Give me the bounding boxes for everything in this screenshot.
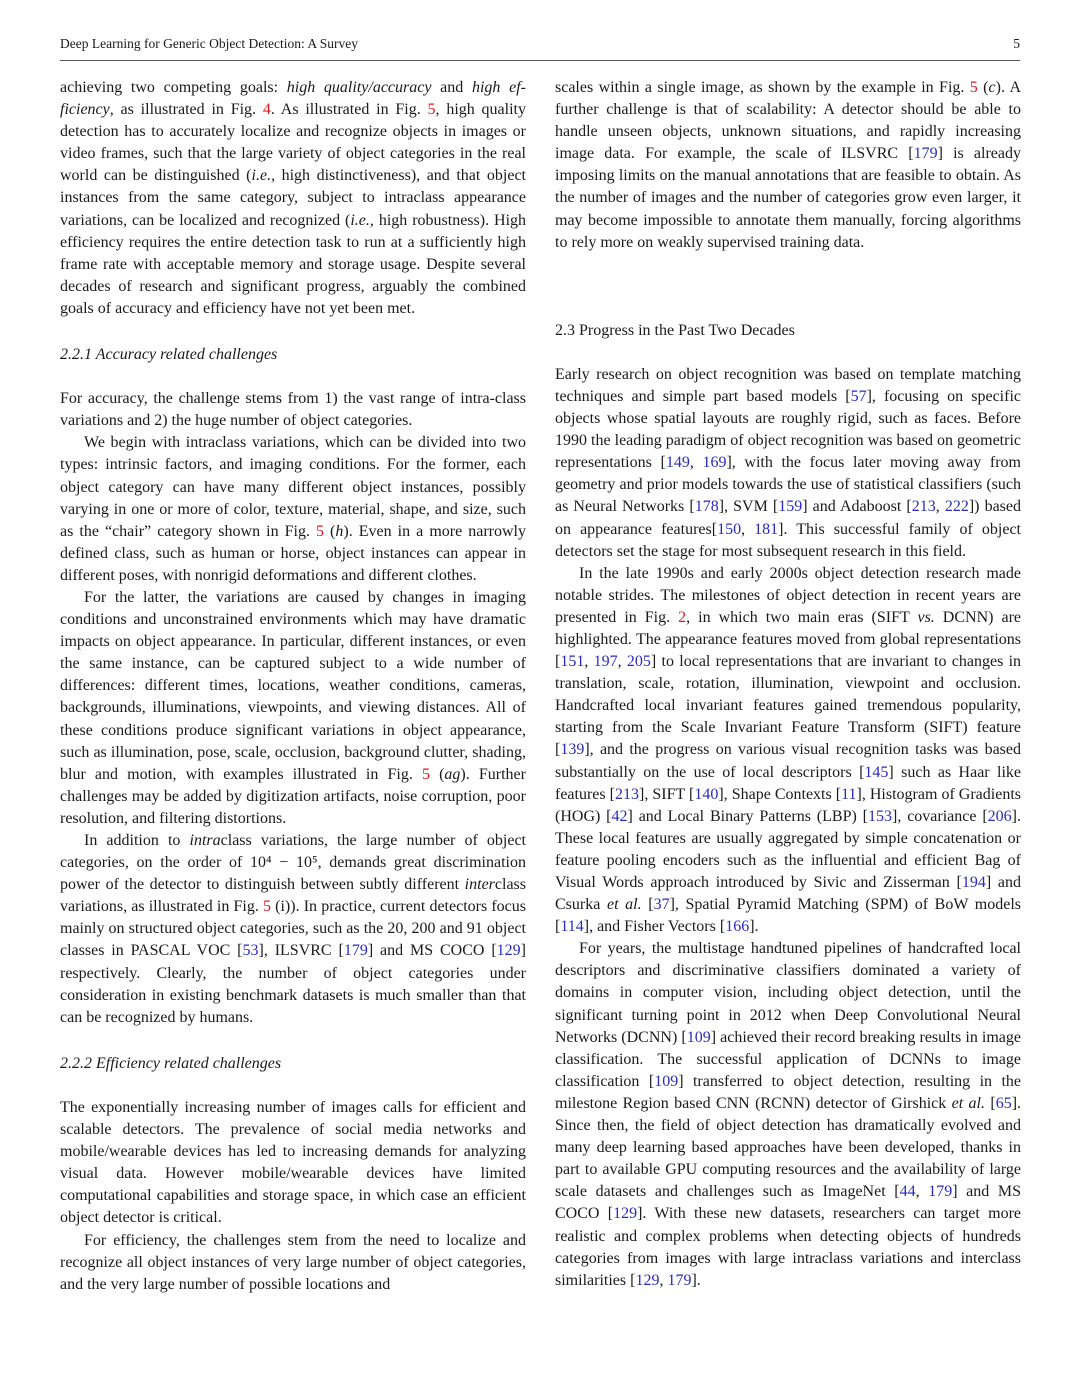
body-text: , in which two main eras (SIFT bbox=[686, 608, 918, 626]
paragraph bbox=[60, 830, 526, 1029]
body-text: ], ILSVRC [ bbox=[258, 942, 344, 960]
body-text: , bbox=[659, 1271, 668, 1289]
figure-link[interactable]: 5 bbox=[262, 898, 271, 916]
subsection-heading-efficiency: 2.2.2 Efficiency related challenges bbox=[60, 1054, 282, 1072]
body-text: ( bbox=[977, 79, 989, 96]
body-text: ], with the focus later moving away from geometry and prior models towards the use of statistical classifiers (such as Neural Networks [ bbox=[555, 454, 1022, 516]
paragraph bbox=[555, 364, 1021, 563]
emphasis-text: i.e., bbox=[251, 167, 276, 185]
body-text: For accuracy, the challenge stems from 1) the vast range of intra-class variations and 2) the huge number of object categories. bbox=[60, 390, 526, 430]
body-text: ] and Local Binary Patterns (LBP) [ bbox=[627, 807, 868, 825]
body-text: , bbox=[915, 1183, 929, 1201]
paragraph bbox=[555, 563, 1021, 939]
body-text: ]. bbox=[691, 1271, 701, 1289]
citation-link[interactable]: 129 bbox=[635, 1271, 660, 1289]
figure-link[interactable]: 5 bbox=[969, 79, 978, 96]
body-text: ]. Since then, the field of object detection has dramatically evolved and many deep learning based approaches have been developed, thanks in part to available GPU computing resources and the availability of large scale datasets and challenges such as ImageNet [ bbox=[555, 1094, 1022, 1201]
citation-link[interactable]: 153 bbox=[868, 807, 892, 825]
citation-link[interactable]: 151 bbox=[560, 653, 585, 671]
citation-link[interactable]: 140 bbox=[694, 785, 719, 803]
emphasis-text: c bbox=[988, 79, 996, 96]
citation-link[interactable]: 179 bbox=[928, 1183, 953, 1201]
body-text: , high quality detection has to accurately localize and recognize objects in images or video frames, such that the large variety of object categories in the real world can be distinguished ( bbox=[60, 101, 526, 185]
body-text: For years, the multistage handtuned pipelines of handcrafted local descriptors and discriminative classifiers dominated a variety of domains in computer vision, including object detection, until the significant turning point in 2012 when Deep Convolutional Neural Networks (DCNN) [ bbox=[555, 940, 1021, 1046]
body-text: ], focusing on specific objects whose spatial layouts are roughly rigid, such as faces. Before 1990 the leading paradigm of object recognition was based on geometric representations [ bbox=[555, 387, 1021, 472]
citation-link[interactable]: 109 bbox=[654, 1072, 679, 1090]
body-text: ] respectively. Clearly, the number of object categories under consideration in existing benchmark datasets is much smaller than that can be recognized by humans. bbox=[60, 942, 526, 1026]
body-text: ], Histogram of Gradients (HOG) [ bbox=[555, 785, 1022, 825]
citation-link[interactable]: 179 bbox=[343, 942, 368, 960]
body-text: ] achieved their record breaking results in image classification. The successful application of DCNNs to image classification [ bbox=[555, 1028, 1021, 1090]
body-text: , bbox=[617, 653, 627, 671]
body-text: ], and the progress on various visual recognition tasks was based substantially on the use of local descriptors [ bbox=[555, 741, 1021, 781]
body-text: ( bbox=[429, 765, 445, 783]
emphasis-text: h bbox=[335, 522, 344, 540]
emphasis-text: ag bbox=[444, 765, 461, 783]
body-text: ]) based on appearance features[ bbox=[555, 498, 1022, 538]
citation-link[interactable]: 206 bbox=[987, 807, 1012, 825]
body-text: and bbox=[431, 79, 472, 96]
citation-link[interactable]: 129 bbox=[496, 942, 521, 960]
right-column bbox=[555, 77, 1021, 1292]
body-text: ], covariance [ bbox=[892, 807, 988, 825]
citation-link[interactable]: 181 bbox=[754, 520, 779, 538]
body-text: ] and MS COCO [ bbox=[555, 1183, 1022, 1223]
paragraph bbox=[555, 77, 1021, 254]
emphasis-text: et al. bbox=[606, 896, 642, 914]
paragraph bbox=[60, 77, 526, 320]
body-text: Early research on object recognition was based on template matching techniques and simple part based models [ bbox=[555, 365, 1021, 405]
body-text: The exponentially increasing number of images calls for efficient and scalable detectors. The prevalence of social media networks and mobile/wearable devices has led to increasing demands for analyzing visual data. However mobile/wearable devices have limited computational capabilities and storage space, in which case an efficient object detector is critical. bbox=[60, 1098, 526, 1227]
figure-link[interactable]: 5 bbox=[427, 101, 436, 119]
body-text: , bbox=[741, 520, 755, 538]
page-number: 5 bbox=[1013, 36, 1020, 51]
citation-link[interactable]: 139 bbox=[560, 741, 585, 759]
body-text: ] transferred to object detection, resulting in the milestone Region based CNN (RCNN) detector of Girshick bbox=[555, 1072, 1022, 1112]
citation-link[interactable]: 129 bbox=[613, 1205, 638, 1223]
citation-link[interactable]: 57 bbox=[850, 387, 867, 405]
citation-link[interactable]: 44 bbox=[899, 1183, 916, 1201]
citation-link[interactable]: 213 bbox=[615, 785, 639, 803]
body-text: (i)). In practice, current detectors focus mainly on structured object categories, such as the 20, 200 and 91 object classes in PASCAL VOC [ bbox=[60, 898, 527, 960]
body-text: For efficiency, the challenges stem from the need to localize and recognize all object instances of very large number of object categories, and the very large number of possible locations and bbox=[60, 1231, 526, 1293]
figure-link[interactable]: 5 bbox=[421, 765, 430, 783]
body-text: We begin with intraclass variations, which can be divided into two types: intrinsic factors, and imaging conditions. For the former, each object category can have many different object instances, possibly varying in one or more of color, texture, material, shape, and size, such as the “chair” category shown in Fig. bbox=[60, 434, 526, 540]
body-text: ). Even in a more narrowly defined class, such as human or horse, object instances can appear in different poses, with nonrigid deformations and different clothes. bbox=[60, 522, 526, 584]
citation-link[interactable]: 149 bbox=[665, 454, 690, 472]
body-text: ] and MS COCO [ bbox=[367, 942, 497, 960]
paper-title: Deep Learning for Generic Object Detection: A Survey bbox=[60, 36, 359, 51]
body-text: ). Further challenges may be added by digitization artifacts, noise corruption, poor resolution, and filtering distortions. bbox=[60, 765, 526, 827]
body-text: In the late 1990s and early 2000s object detection research made notable strides. The milestones of object detection in recent years are presented in Fig. bbox=[555, 564, 1021, 626]
emphasis-text: high efficiency bbox=[60, 79, 526, 119]
body-text: ( bbox=[324, 522, 336, 540]
subsection-heading-accuracy: 2.2.1 Accuracy related challenges bbox=[60, 346, 278, 364]
body-text: achieving two competing goals: bbox=[60, 79, 287, 96]
emphasis-text: inter bbox=[464, 876, 495, 894]
citation-link[interactable]: 150 bbox=[717, 520, 742, 538]
body-text: For the latter, the variations are caused by changes in imaging conditions and unconstrained environments which may have dramatic impacts on object appearance. In particular, different instances, or even the same instance, can be captured subject to a wide number of differences: different times, locations, weather conditions, cameras, backgrounds, illuminations, viewpoints, and viewing distances. All of these conditions produce significant variations in object appearance, such as illumination, pose, scale, occlusion, background clutter, shading, blur and motion, with examples illustrated in Fig. bbox=[60, 588, 526, 783]
body-text: [ bbox=[984, 1094, 996, 1112]
body-text: , bbox=[935, 498, 945, 516]
body-text: ]. With these new datasets, researchers can target more realistic and complex problems when detecting objects of hundreds categories from images with large intraclass variations and interclass similarities [ bbox=[555, 1205, 1021, 1289]
section-heading-progress: 2.3 Progress in the Past Two Decades bbox=[555, 321, 795, 339]
paragraph bbox=[60, 587, 526, 830]
body-text: ] and Adaboost [ bbox=[802, 498, 912, 516]
citation-link[interactable]: 42 bbox=[611, 807, 628, 825]
body-text: ], Spatial Pyramid Matching (SPM) of BoW models [ bbox=[555, 896, 1022, 936]
citation-link[interactable]: 65 bbox=[995, 1094, 1012, 1112]
paragraph bbox=[60, 432, 526, 587]
body-text: class variations, the large number of object categories, on the order of 10⁴ − 10⁵, demands great discrimination power of the detector to distinguish between subtly different bbox=[60, 832, 526, 894]
citation-link[interactable]: 179 bbox=[913, 145, 938, 163]
figure-link[interactable]: 2 bbox=[678, 608, 687, 626]
body-text: high distinctiveness), and that object instances from the same category, subject to intraclass appearance variations, can be localized and recognized ( bbox=[60, 167, 527, 229]
emphasis-text: high quality/accuracy bbox=[286, 79, 432, 96]
body-text: high robustness). High efficiency requires the entire detection task to run at a sufficiently high frame rate with acceptable memory and storage usage. Despite several decades of research and significant progress, arguably the combined goals of accuracy and efficiency have not yet been met. bbox=[60, 211, 527, 317]
body-text: ], SIFT [ bbox=[639, 785, 695, 803]
citation-link[interactable]: 145 bbox=[864, 763, 889, 781]
paragraph bbox=[60, 1230, 526, 1296]
emphasis-text: vs. bbox=[917, 608, 935, 626]
body-text: ], SVM [ bbox=[718, 498, 779, 516]
citation-link[interactable]: 109 bbox=[686, 1028, 711, 1046]
emphasis-text: intra bbox=[189, 832, 221, 849]
body-text: , bbox=[584, 653, 594, 671]
body-text: DCNN) are highlighted. The appearance features moved from global representations [ bbox=[555, 608, 1022, 671]
citation-link[interactable]: 194 bbox=[961, 874, 986, 891]
body-text: class variations, as illustrated in Fig. bbox=[60, 876, 526, 916]
body-text: ], Shape Contexts [ bbox=[718, 785, 842, 803]
citation-link[interactable]: 37 bbox=[653, 896, 670, 914]
citation-link[interactable]: 222 bbox=[944, 498, 969, 516]
citation-link[interactable]: 159 bbox=[778, 498, 803, 516]
citation-link[interactable]: 11 bbox=[841, 785, 857, 803]
body-text: . As illustrated in Fig. bbox=[270, 101, 428, 119]
citation-link[interactable]: 205 bbox=[626, 653, 651, 671]
body-text: ] to local representations that are invariant to changes in translation, scale, rotation, illumination, viewpoint and occlusion. Handcrafted local invariant features gained tremendous popularity, starting from the Scale Invariant Feature Transform (SIFT) feature [ bbox=[555, 653, 1022, 759]
figure-link[interactable]: 5 bbox=[316, 522, 325, 540]
body-text: ], and Fisher Vectors [ bbox=[583, 918, 726, 936]
emphasis-text: i.e., bbox=[350, 211, 374, 229]
left-column bbox=[60, 77, 526, 1296]
body-text: ] such as Haar like features [ bbox=[555, 763, 1022, 803]
body-text: scales within a single image, as shown by the example in Fig. bbox=[555, 79, 970, 96]
citation-link[interactable]: 114 bbox=[560, 918, 584, 936]
body-text: ] is already imposing limits on the manual annotations that are feasible to obtain. As the number of images and the number of categories grow even larger, it may become impossible to annotate them manually, forcing algorithms to rely more on weakly supervised training data. bbox=[555, 145, 1022, 251]
body-text: , as illustrated in Fig. bbox=[109, 101, 263, 119]
citation-link[interactable]: 197 bbox=[593, 653, 618, 671]
citation-link[interactable]: 179 bbox=[667, 1271, 692, 1289]
emphasis-text: et al. bbox=[951, 1094, 985, 1112]
paragraph bbox=[60, 388, 526, 432]
body-text: ] and Csurka bbox=[555, 874, 1021, 914]
citation-link[interactable]: 178 bbox=[694, 498, 719, 516]
body-text: ]. bbox=[749, 918, 759, 936]
body-text: ]. This successful family of object detectors set the stage for most subsequent research in this field. bbox=[555, 520, 1021, 560]
body-text: In addition to bbox=[84, 832, 190, 849]
citation-link[interactable]: 53 bbox=[242, 942, 259, 960]
paragraph bbox=[555, 938, 1021, 1292]
running-header bbox=[60, 34, 1020, 61]
body-text: ). A further challenge is that of scalability: A detector should be able to handle unseen objects, unknown situations, and rapidly increasing image data. For example, the scale of ILSVRC [ bbox=[555, 79, 1022, 163]
body-text: [ bbox=[641, 896, 654, 914]
body-text: , bbox=[689, 454, 703, 472]
figure-link[interactable]: 4 bbox=[262, 101, 271, 119]
paragraph bbox=[60, 1097, 526, 1230]
citation-link[interactable]: 169 bbox=[702, 454, 727, 472]
body-text: ]. These local features are usually aggregated by simple concatenation or feature pooling encoders such as the influential and efficient Bag of Visual Words approach introduced by Sivic and Zisserman [ bbox=[555, 807, 1021, 891]
citation-link[interactable]: 166 bbox=[725, 918, 750, 936]
citation-link[interactable]: 213 bbox=[911, 498, 936, 516]
